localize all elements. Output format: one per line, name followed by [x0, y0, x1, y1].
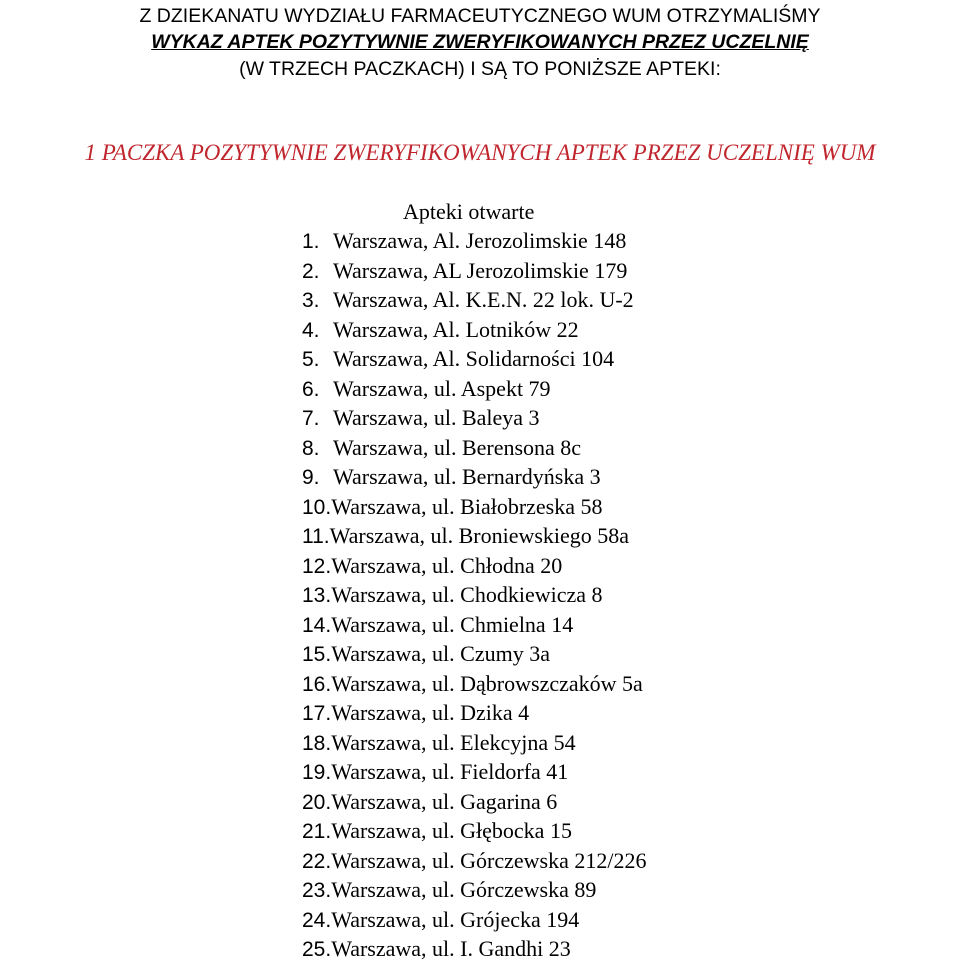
list-item-number: 22. [302, 849, 332, 873]
list-item-address: Warszawa, AL Jerozolimskie 179 [333, 257, 628, 283]
list-item-number: 2. [302, 259, 320, 283]
list-item [302, 403, 647, 433]
list-item-number: 7. [302, 407, 320, 430]
list-item-address: Warszawa, Al. Lotników 22 [333, 316, 579, 342]
list-item-number: 24. [302, 908, 332, 932]
list-item-address: Warszawa, ul. Baleya 3 [333, 405, 540, 430]
list-item [302, 816, 647, 846]
list-item-address: Warszawa, ul. Chodkiewicza 8 [331, 582, 603, 607]
list-item-number: 18. [302, 731, 332, 755]
list-item-address: Warszawa, ul. Dzika 4 [331, 700, 530, 725]
list-item-number: 15. [302, 643, 332, 666]
list-item-address: Warszawa, ul. Górczewska 212/226 [331, 847, 647, 873]
list-item-address: Warszawa, ul. Berensona 8c [333, 434, 582, 460]
list-item-address: Warszawa, ul. Dąbrowszczaków 5a [331, 670, 643, 696]
list-item-number: 25. [302, 938, 332, 961]
list-item [302, 374, 647, 404]
list-item-address: Warszawa, ul. Elekcyjna 54 [331, 729, 576, 755]
list-item-number: 5. [302, 348, 320, 371]
list-item-address: Warszawa, ul. Głębocka 15 [331, 818, 572, 843]
list-item-number: 10. [302, 495, 332, 519]
list-item-address: Warszawa, Al. Jerozolimskie 148 [333, 228, 627, 253]
list-item-address: Warszawa, Al. Solidarności 104 [333, 346, 615, 371]
list-item-address: Warszawa, ul. Broniewskiego 58a [329, 523, 630, 548]
list-item [302, 905, 647, 935]
list-item-number: 17. [302, 702, 332, 725]
list-item [302, 521, 647, 551]
list-item [302, 285, 647, 315]
list-item-number: 3. [302, 289, 320, 312]
list-item [302, 787, 647, 817]
list-item-number: 13. [302, 584, 332, 607]
list-item-address: Warszawa, Al. K.E.N. 22 lok. U-2 [333, 287, 634, 312]
list-item [302, 315, 647, 345]
list-item-address: Warszawa, ul. Górczewska 89 [331, 877, 597, 902]
list-item-address: Warszawa, ul. Chmielna 14 [331, 611, 574, 637]
list-item [302, 462, 647, 492]
list-item-address: Warszawa, ul. Aspekt 79 [333, 375, 551, 401]
parcel-title: 1 PACZKA POZYTYWNIE ZWERYFIKOWANYCH APTEK PRZEZ UCZELNIĘ WUM [84, 140, 876, 165]
list-item-address: Warszawa, ul. Fieldorfa 41 [331, 759, 569, 784]
list-item-address: Warszawa, ul. Czumy 3a [331, 641, 550, 666]
pharmacy-list [302, 226, 647, 964]
list-item-number: 6. [302, 377, 320, 401]
list-item [302, 344, 647, 374]
list-item-address: Warszawa, ul. I. Gandhi 23 [331, 936, 571, 961]
list-item [302, 846, 647, 876]
list-item [302, 580, 647, 610]
list-item-number: 20. [302, 790, 332, 814]
list-item-number: 12. [302, 554, 332, 578]
list-item-number: 16. [302, 672, 332, 696]
list-item [302, 875, 647, 905]
list-item [302, 728, 647, 758]
list-item-address: Warszawa, ul. Białobrzeska 58 [331, 493, 603, 519]
header-line-1: Z DZIEKANATU WYDZIAŁU FARMACEUTYCZNEGO WUM OTRZYMALIŚMY [139, 5, 821, 27]
list-item [302, 757, 647, 787]
list-item [302, 934, 647, 964]
header-line-2: WYKAZ APTEK POZYTYWNIE ZWERYFIKOWANYCH PRZEZ UCZELNIĘ [151, 31, 809, 53]
list-item [302, 433, 647, 463]
list-item [302, 610, 647, 640]
list-item [302, 639, 647, 669]
list-item [302, 551, 647, 581]
list-item-number: 1. [302, 230, 320, 253]
list-item [302, 669, 647, 699]
list-item-number: 19. [302, 761, 332, 784]
list-item [302, 226, 647, 256]
list-item-address: Warszawa, ul. Chłodna 20 [331, 552, 563, 578]
header-line-3: (W TRZECH PACZKACH) I SĄ TO PONIŻSZE APTEKI: [239, 58, 721, 80]
list-item-address: Warszawa, ul. Bernardyńska 3 [333, 464, 601, 489]
list-item-address: Warszawa, ul. Gagarina 6 [331, 788, 558, 814]
list-item-number: 9. [302, 466, 320, 489]
list-item [302, 256, 647, 286]
list-item [302, 698, 647, 728]
list-item-number: 11. [302, 525, 330, 548]
section-heading: Apteki otwarte [403, 199, 535, 224]
list-item-number: 21. [302, 820, 332, 843]
list-item-address: Warszawa, ul. Grójecka 194 [331, 906, 580, 932]
list-item [302, 492, 647, 522]
list-item-number: 14. [302, 613, 332, 637]
list-item-number: 8. [302, 436, 320, 460]
list-item-number: 23. [302, 879, 332, 902]
list-item-number: 4. [302, 318, 320, 342]
